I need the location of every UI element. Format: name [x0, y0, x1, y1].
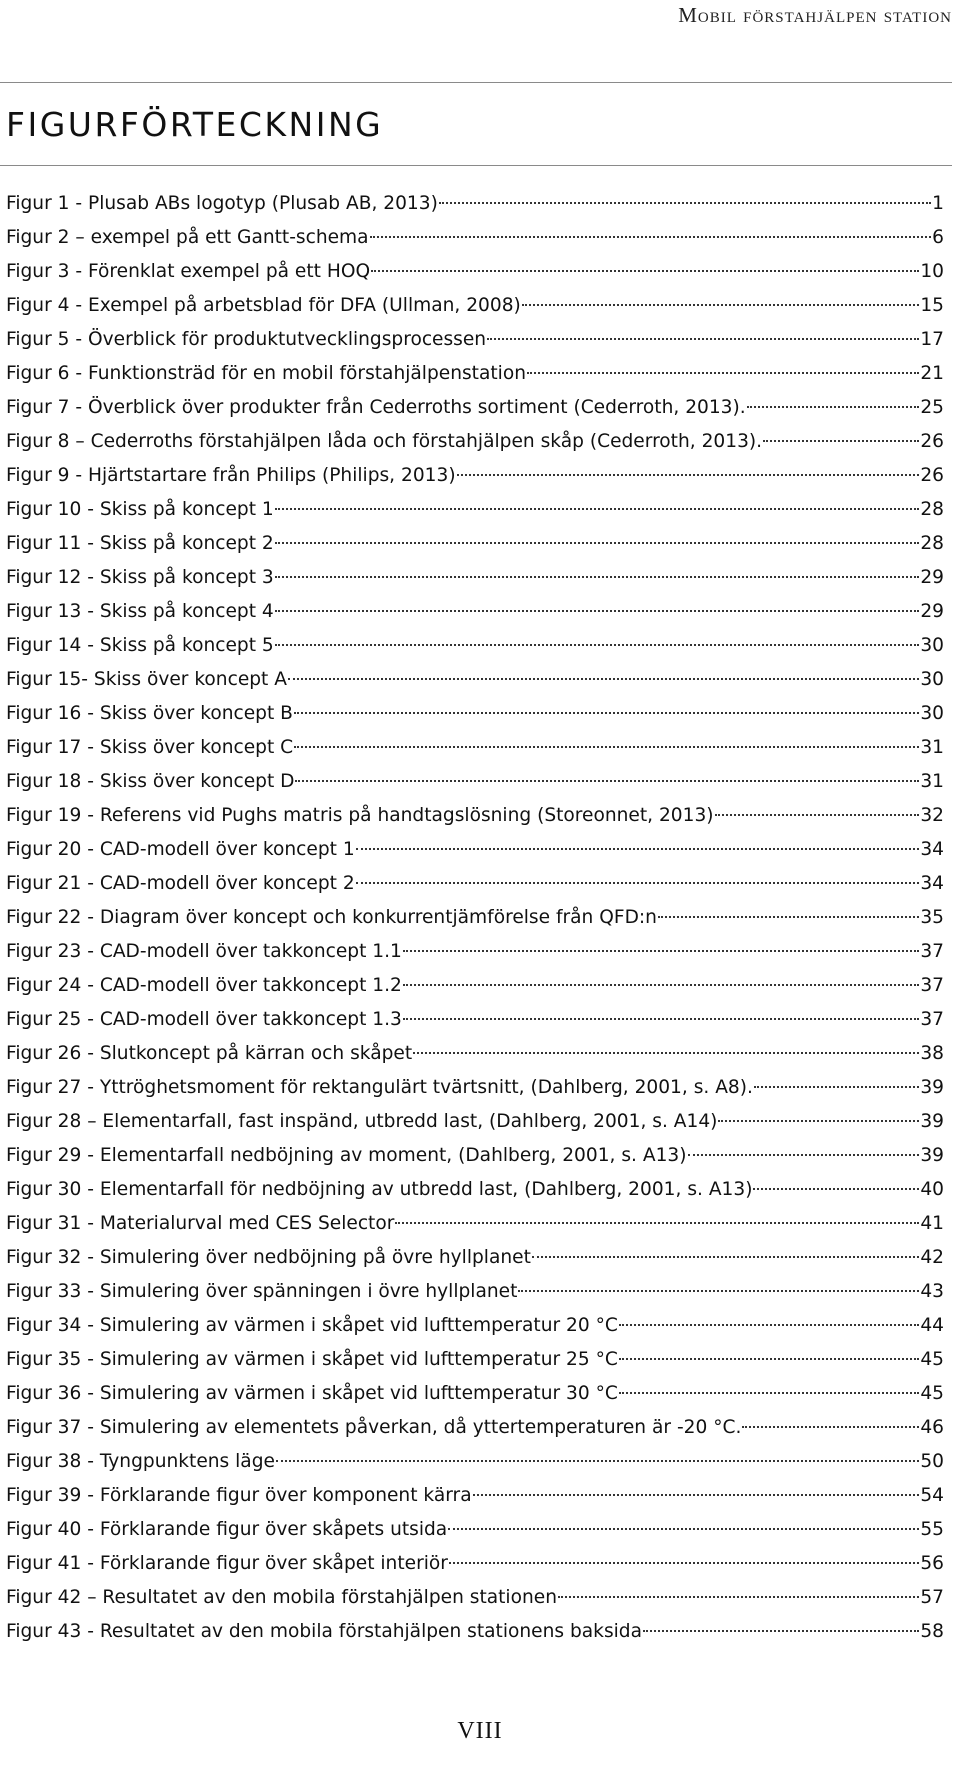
dot-leader — [295, 780, 919, 782]
toc-entry-label: Figur 7 - Överblick över produkter från Cederroths sortiment (Cederroth, 2013). — [6, 397, 746, 418]
toc-entry-label: Figur 17 - Skiss över koncept C — [6, 737, 294, 758]
toc-entry[interactable] — [6, 527, 944, 561]
toc-entry-label: Figur 31 - Materialurval med CES Selector — [6, 1213, 395, 1234]
toc-entry-label: Figur 20 - CAD-modell över koncept 1 — [6, 839, 355, 860]
toc-entry[interactable] — [6, 187, 944, 221]
toc-entry-label: Figur 10 - Skiss på koncept 1 — [6, 499, 274, 520]
toc-entry[interactable] — [6, 595, 944, 629]
dot-leader — [288, 678, 919, 680]
page-number: VIII — [457, 1718, 503, 1744]
dot-leader — [473, 1494, 920, 1496]
dot-leader — [487, 338, 919, 340]
toc-entry-label: Figur 37 - Simulering av elementets påverkan, då yttertemperaturen är -20 °C. — [6, 1417, 742, 1438]
toc-entry-page: 1 — [932, 193, 944, 214]
dot-leader — [619, 1358, 919, 1360]
toc-entry-page: 56 — [920, 1553, 944, 1574]
running-header-text: Mobil förstahjälpen station — [678, 3, 952, 27]
toc-entry[interactable] — [6, 697, 944, 731]
toc-entry-page: 35 — [920, 907, 944, 928]
toc-entry-page: 25 — [920, 397, 944, 418]
toc-entry-page: 50 — [920, 1451, 944, 1472]
toc-entry[interactable] — [6, 1343, 944, 1377]
toc-entry-page: 34 — [920, 839, 944, 860]
toc-entry[interactable] — [6, 1071, 944, 1105]
toc-entry-label: Figur 12 - Skiss på koncept 3 — [6, 567, 274, 588]
toc-entry[interactable] — [6, 663, 944, 697]
dot-leader — [747, 406, 920, 408]
toc-entry-label: Figur 38 - Tyngpunktens läge — [6, 1451, 275, 1472]
title-rule — [0, 165, 952, 166]
toc-entry-page: 41 — [920, 1213, 944, 1234]
toc-entry[interactable] — [6, 935, 944, 969]
dot-leader — [688, 1154, 920, 1156]
dot-leader — [403, 984, 919, 986]
toc-entry-label: Figur 8 – Cederroths förstahjälpen låda och förstahjälpen skåp (Cederroth, 2013). — [6, 431, 763, 452]
running-header — [0, 0, 952, 30]
toc-entry[interactable] — [6, 561, 944, 595]
dot-leader — [294, 746, 919, 748]
toc-entry-label: Figur 15- Skiss över koncept A — [6, 669, 287, 690]
toc-entry[interactable] — [6, 357, 944, 391]
dot-leader — [715, 814, 920, 816]
toc-entry-page: 55 — [920, 1519, 944, 1540]
toc-entry-label: Figur 25 - CAD-modell över takkoncept 1.3 — [6, 1009, 402, 1030]
toc-entry-label: Figur 39 - Förklarande figur över komponent kärra — [6, 1485, 472, 1506]
toc-entry-page: 17 — [920, 329, 944, 350]
toc-entry[interactable] — [6, 1445, 944, 1479]
toc-entry-label: Figur 35 - Simulering av värmen i skåpet vid lufttemperatur 25 °C — [6, 1349, 618, 1370]
toc-entry-label: Figur 26 - Slutkoncept på kärran och skåpet — [6, 1043, 413, 1064]
dot-leader — [294, 712, 919, 714]
toc-entry[interactable] — [6, 1615, 944, 1649]
dot-leader — [449, 1562, 919, 1564]
toc-entry[interactable] — [6, 1547, 944, 1581]
dot-leader — [356, 882, 920, 884]
toc-entry[interactable] — [6, 1037, 944, 1071]
toc-entry-label: Figur 6 - Funktionsträd för en mobil förstahjälpenstation — [6, 363, 526, 384]
toc-entry[interactable] — [6, 1309, 944, 1343]
toc-entry-page: 58 — [920, 1621, 944, 1642]
toc-entry-page: 39 — [920, 1111, 944, 1132]
dot-leader — [403, 1018, 919, 1020]
dot-leader — [527, 372, 919, 374]
toc-entry[interactable] — [6, 765, 944, 799]
dot-leader — [395, 1222, 919, 1224]
toc-entry[interactable] — [6, 255, 944, 289]
toc-entry-label: Figur 33 - Simulering över spänningen i övre hyllplanet — [6, 1281, 518, 1302]
toc-entry-label: Figur 42 – Resultatet av den mobila förstahjälpen stationen — [6, 1587, 557, 1608]
toc-entry-label: Figur 4 - Exempel på arbetsblad för DFA (Ullman, 2008) — [6, 295, 521, 316]
toc-entry-label: Figur 41 - Förklarande figur över skåpet interiör — [6, 1553, 448, 1574]
toc-entry-page: 42 — [920, 1247, 944, 1268]
section-title: FIGURFÖRTECKNING — [6, 105, 384, 144]
toc-entry[interactable] — [6, 969, 944, 1003]
toc-entry-label: Figur 9 - Hjärtstartare från Philips (Philips, 2013) — [6, 465, 456, 486]
dot-leader — [356, 848, 920, 850]
toc-entry-page: 34 — [920, 873, 944, 894]
toc-entry[interactable] — [6, 1581, 944, 1615]
toc-entry-page: 43 — [920, 1281, 944, 1302]
toc-entry[interactable] — [6, 1105, 944, 1139]
dot-leader — [658, 916, 919, 918]
toc-entry-label: Figur 34 - Simulering av värmen i skåpet vid lufttemperatur 20 °C — [6, 1315, 618, 1336]
toc-entry-page: 40 — [920, 1179, 944, 1200]
toc-entry-page: 30 — [920, 669, 944, 690]
header-rule — [0, 82, 952, 83]
toc-entry-page: 38 — [920, 1043, 944, 1064]
figure-list — [6, 187, 944, 1649]
toc-entry[interactable] — [6, 629, 944, 663]
toc-entry-page: 37 — [920, 975, 944, 996]
toc-entry[interactable] — [6, 1173, 944, 1207]
dot-leader — [522, 304, 920, 306]
toc-entry[interactable] — [6, 1377, 944, 1411]
toc-entry-label: Figur 32 - Simulering över nedböjning på övre hyllplanet — [6, 1247, 531, 1268]
toc-entry[interactable] — [6, 1207, 944, 1241]
toc-entry[interactable] — [6, 459, 944, 493]
toc-entry[interactable] — [6, 1003, 944, 1037]
toc-entry[interactable] — [6, 1479, 944, 1513]
dot-leader — [643, 1630, 919, 1632]
toc-entry-label: Figur 3 - Förenklat exempel på ett HOQ — [6, 261, 371, 282]
toc-entry-label: Figur 40 - Förklarande figur över skåpets utsida — [6, 1519, 448, 1540]
toc-entry-label: Figur 1 - Plusab ABs logotyp (Plusab AB, 2013) — [6, 193, 438, 214]
dot-leader — [619, 1324, 919, 1326]
toc-entry-page: 45 — [920, 1349, 944, 1370]
dot-leader — [763, 440, 919, 442]
dot-leader — [413, 1052, 919, 1054]
toc-entry-page: 28 — [920, 533, 944, 554]
toc-entry-page: 26 — [920, 465, 944, 486]
toc-entry[interactable] — [6, 833, 944, 867]
toc-entry-page: 26 — [920, 431, 944, 452]
toc-entry-page: 31 — [920, 771, 944, 792]
dot-leader — [619, 1392, 919, 1394]
toc-entry-page: 39 — [920, 1077, 944, 1098]
toc-entry-page: 30 — [920, 635, 944, 656]
toc-entry-page: 44 — [920, 1315, 944, 1336]
toc-entry-page: 15 — [920, 295, 944, 316]
toc-entry-label: Figur 36 - Simulering av värmen i skåpet vid lufttemperatur 30 °C — [6, 1383, 618, 1404]
dot-leader — [718, 1120, 919, 1122]
toc-entry-label: Figur 22 - Diagram över koncept och konkurrentjämförelse från QFD:n — [6, 907, 657, 928]
toc-entry-label: Figur 27 - Yttröghetsmoment för rektangulärt tvärtsnitt, (Dahlberg, 2001, s. A8). — [6, 1077, 753, 1098]
dot-leader — [403, 950, 919, 952]
toc-entry-label: Figur 43 - Resultatet av den mobila förstahjälpen stationens baksida — [6, 1621, 642, 1642]
toc-entry-page: 28 — [920, 499, 944, 520]
toc-entry-label: Figur 18 - Skiss över koncept D — [6, 771, 295, 792]
toc-entry-label: Figur 23 - CAD-modell över takkoncept 1.1 — [6, 941, 402, 962]
toc-entry-page: 6 — [932, 227, 944, 248]
toc-entry-page: 29 — [920, 601, 944, 622]
toc-entry-page: 46 — [920, 1417, 944, 1438]
toc-entry-page: 57 — [920, 1587, 944, 1608]
dot-leader — [754, 1086, 919, 1088]
toc-entry-label: Figur 28 – Elementarfall, fast inspänd, utbredd last, (Dahlberg, 2001, s. A14) — [6, 1111, 718, 1132]
toc-entry-label: Figur 24 - CAD-modell över takkoncept 1.2 — [6, 975, 402, 996]
dot-leader — [371, 270, 919, 272]
dot-leader — [457, 474, 920, 476]
dot-leader — [742, 1426, 919, 1428]
toc-entry-label: Figur 19 - Referens vid Pughs matris på handtagslösning (Storeonnet, 2013) — [6, 805, 714, 826]
dot-leader — [275, 576, 920, 578]
toc-entry[interactable] — [6, 391, 944, 425]
toc-entry[interactable] — [6, 867, 944, 901]
dot-leader — [448, 1528, 919, 1530]
toc-entry[interactable] — [6, 493, 944, 527]
toc-entry-page: 45 — [920, 1383, 944, 1404]
toc-entry-page: 54 — [920, 1485, 944, 1506]
toc-entry-page: 10 — [920, 261, 944, 282]
toc-entry[interactable] — [6, 1513, 944, 1547]
dot-leader — [558, 1596, 919, 1598]
dot-leader — [275, 610, 920, 612]
toc-entry[interactable] — [6, 323, 944, 357]
toc-entry[interactable] — [6, 221, 944, 255]
toc-entry-label: Figur 13 - Skiss på koncept 4 — [6, 601, 274, 622]
toc-entry-label: Figur 2 – exempel på ett Gantt-schema — [6, 227, 369, 248]
toc-entry[interactable] — [6, 1275, 944, 1309]
dot-leader — [518, 1290, 919, 1292]
dot-leader — [532, 1256, 919, 1258]
toc-entry-label: Figur 29 - Elementarfall nedböjning av moment, (Dahlberg, 2001, s. A13) — [6, 1145, 687, 1166]
dot-leader — [275, 508, 920, 510]
toc-entry-label: Figur 21 - CAD-modell över koncept 2 — [6, 873, 355, 894]
toc-entry[interactable] — [6, 901, 944, 935]
dot-leader — [370, 236, 932, 238]
toc-entry-page: 30 — [920, 703, 944, 724]
toc-entry-label: Figur 16 - Skiss över koncept B — [6, 703, 293, 724]
toc-entry[interactable] — [6, 1411, 944, 1445]
toc-entry-page: 21 — [920, 363, 944, 384]
toc-entry[interactable] — [6, 731, 944, 765]
dot-leader — [276, 1460, 919, 1462]
toc-entry[interactable] — [6, 799, 944, 833]
dot-leader — [275, 644, 920, 646]
toc-entry-page: 32 — [920, 805, 944, 826]
toc-entry-page: 39 — [920, 1145, 944, 1166]
toc-entry[interactable] — [6, 289, 944, 323]
toc-entry[interactable] — [6, 425, 944, 459]
toc-entry[interactable] — [6, 1139, 944, 1173]
dot-leader — [439, 202, 931, 204]
toc-entry-label: Figur 14 - Skiss på koncept 5 — [6, 635, 274, 656]
toc-entry-label: Figur 11 - Skiss på koncept 2 — [6, 533, 274, 554]
dot-leader — [753, 1188, 919, 1190]
toc-entry-page: 31 — [920, 737, 944, 758]
toc-entry-page: 29 — [920, 567, 944, 588]
toc-entry-label: Figur 5 - Överblick för produktutvecklingsprocessen — [6, 329, 487, 350]
toc-entry-page: 37 — [920, 941, 944, 962]
toc-entry-label: Figur 30 - Elementarfall för nedböjning av utbredd last, (Dahlberg, 2001, s. A13) — [6, 1179, 753, 1200]
dot-leader — [275, 542, 920, 544]
toc-entry-page: 37 — [920, 1009, 944, 1030]
toc-entry[interactable] — [6, 1241, 944, 1275]
